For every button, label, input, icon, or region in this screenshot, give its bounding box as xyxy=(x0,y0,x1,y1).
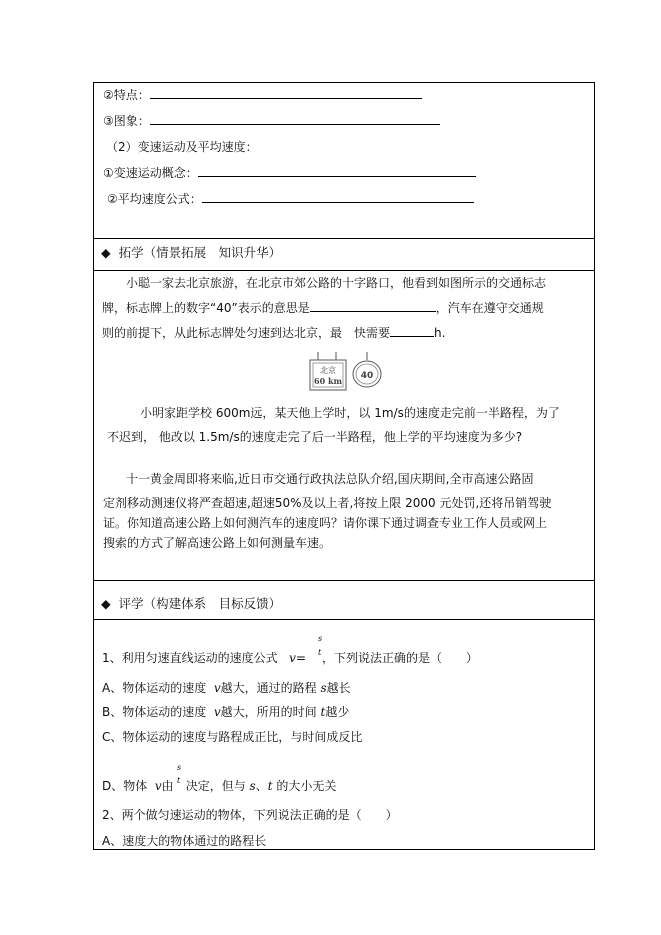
q1-option-d[interactable]: D、物体 v由 决定，但与 s、t 的大小无关 xyxy=(102,779,337,793)
feature-line: ②特点： xyxy=(103,88,422,102)
optd-fraction-denominator: t xyxy=(177,776,181,785)
p1-line3: 则的前提下，从此标志牌处匀速到达北京，最 快需要 h. xyxy=(102,326,446,340)
variable-concept-blank[interactable] xyxy=(198,166,476,177)
p2-line2: 不迟到， 他改以 1.5m/s的速度走完了后一半路程，他上学的平均速度为多少? xyxy=(107,430,523,444)
question-2: 2、两个做匀速运动的物体，下列说法正确的是（ ） xyxy=(102,808,398,822)
feature-blank[interactable] xyxy=(150,88,422,99)
p1-line2: 牌，标志牌上的数字“40”表示的意思是 ，汽车在遵守交通规 xyxy=(102,301,544,315)
review-header: ◆ 评学（构建体系 目标反馈） xyxy=(101,596,282,611)
meaning-blank[interactable] xyxy=(310,301,436,312)
q1-fraction-denominator: t xyxy=(318,648,322,657)
avg-speed-line: ②平均速度公式： xyxy=(107,192,474,206)
q1-option-b[interactable]: B、物体运动的速度 v越大，所用的时间 t越少 xyxy=(102,705,350,719)
graph-line: ③图象： xyxy=(103,114,440,128)
diamond-bullet-icon: ◆ xyxy=(101,596,111,611)
p3-line3: 证。你知道高速公路上如何测汽车的速度吗？请你课下通过调查专业工作人员或网上 xyxy=(103,516,548,530)
variable-heading: （2）变速运动及平均速度： xyxy=(106,140,258,154)
expand-header: ◆ 拓学（情景拓展 知识升华） xyxy=(101,245,282,260)
avg-speed-blank[interactable] xyxy=(202,192,474,203)
row-divider xyxy=(94,238,594,239)
sign-city-label: 北京 xyxy=(320,366,336,375)
q1-fraction-numerator: s xyxy=(318,634,323,643)
q1-option-c[interactable]: C、物体运动的速度与路程成正比，与时间成反比 xyxy=(102,730,363,744)
p3-line2: 定剂移动测速仪将严查超速,超速50%及以上者,将按上限 2000 元处罚,还将吊销驾驶 xyxy=(103,496,552,510)
graph-blank[interactable] xyxy=(150,114,440,125)
row-divider xyxy=(94,270,594,271)
diamond-bullet-icon: ◆ xyxy=(101,245,111,260)
time-blank[interactable] xyxy=(390,326,434,337)
q2-option-a[interactable]: A、速度大的物体通过的路程长 xyxy=(102,834,267,848)
speed-limit-value: 40 xyxy=(360,371,374,381)
row-divider xyxy=(94,580,594,581)
traffic-sign-figure xyxy=(300,350,390,394)
p3-line4: 搜索的方式了解高速公路上如何测量车速。 xyxy=(103,536,332,550)
optd-fraction-numerator: s xyxy=(177,763,182,772)
question-1: 1、利用匀速直线运动的速度公式 v= ，下列说法正确的是（ ） xyxy=(102,651,478,665)
p3-line1: 十一黄金周即将来临,近日市交通行政执法总队介绍,国庆期间,全市高速公路固 xyxy=(126,472,534,486)
p1-line1: 小聪一家去北京旅游，在北京市郊公路的十字路口，他看到如图所示的交通标志 xyxy=(126,276,547,290)
variable-concept-line: ①变速运动概念： xyxy=(103,166,476,180)
row-divider xyxy=(94,619,594,620)
sign-distance-label: 60 km xyxy=(314,376,342,386)
q1-option-a[interactable]: A、物体运动的速度 v越大，通过的路程 s越长 xyxy=(102,681,351,695)
p2-line1: 小明家距学校 600m远，某天他上学时，以 1m/s的速度走完前一半路程，为了 xyxy=(140,406,560,420)
